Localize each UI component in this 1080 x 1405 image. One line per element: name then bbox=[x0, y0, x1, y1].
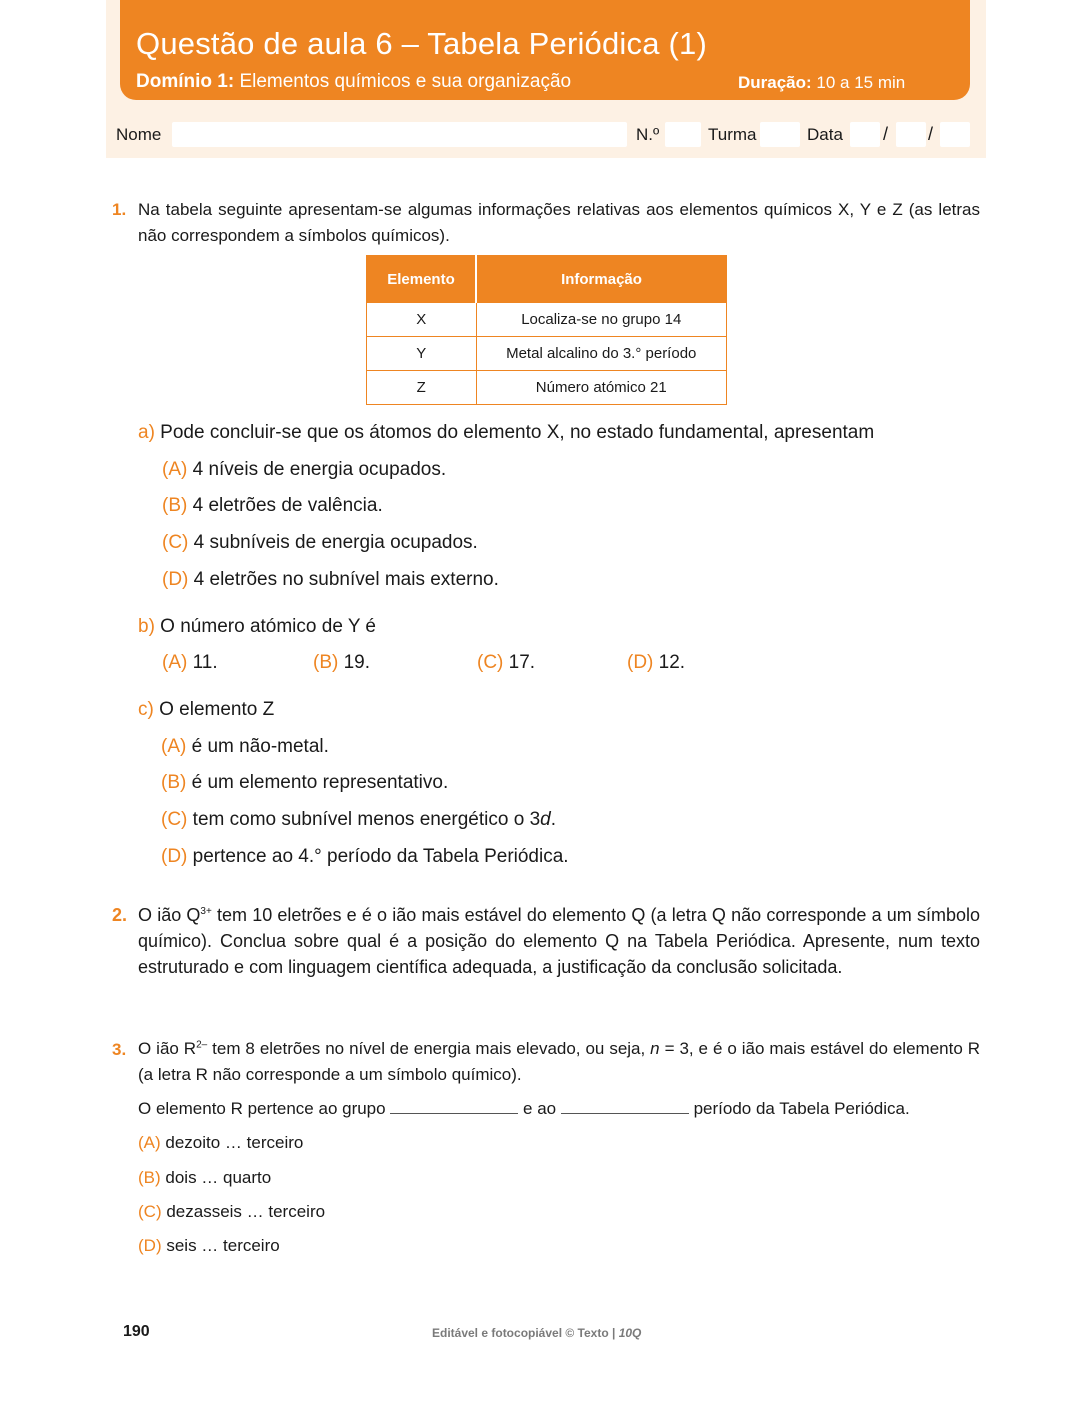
table-cell: Y bbox=[367, 337, 477, 371]
option-label: (C) bbox=[477, 652, 504, 673]
date-label: Data bbox=[807, 125, 843, 144]
blank-group[interactable] bbox=[390, 1099, 518, 1114]
domain-label: Domínio 1: bbox=[136, 71, 235, 92]
option-3-D[interactable] bbox=[138, 1236, 280, 1256]
fill-part1: O elemento R pertence ao grupo bbox=[138, 1099, 391, 1118]
duration bbox=[738, 73, 905, 93]
option-text: 4 subníveis de energia ocupados. bbox=[188, 532, 478, 553]
q3-text-before: O ião R bbox=[138, 1039, 197, 1058]
option-label: (A) bbox=[162, 652, 188, 673]
q2-superscript: 3+ bbox=[200, 906, 212, 917]
q2-text-before: O ião Q bbox=[138, 905, 201, 925]
name-field[interactable] bbox=[172, 122, 627, 147]
option-1b-B[interactable] bbox=[313, 652, 370, 674]
table-row bbox=[367, 337, 727, 371]
option-text: 4 eletrões no subnível mais externo. bbox=[188, 569, 499, 590]
class-label: Turma bbox=[708, 125, 757, 144]
date-separator: / bbox=[928, 124, 934, 144]
question-2-number: 2. bbox=[112, 905, 128, 925]
option-text: 12. bbox=[653, 652, 686, 673]
book-code: 10Q bbox=[618, 1326, 642, 1340]
option-label: (C) bbox=[138, 1202, 162, 1221]
option-text: é um elemento representativo. bbox=[186, 772, 449, 793]
option-1c-C[interactable] bbox=[161, 809, 556, 831]
question-1-number: 1. bbox=[112, 200, 127, 219]
option-label: (A) bbox=[138, 1133, 161, 1152]
question-3-number: 3. bbox=[112, 1040, 127, 1059]
option-text: tem como subnível menos energético o 3 bbox=[187, 809, 541, 830]
option-label: (A) bbox=[161, 736, 187, 757]
q3-text-after: = 3, e é o ião mais estável do elemento R (a letra R não corresponde a um símbolo químico). bbox=[138, 1039, 980, 1084]
option-after: . bbox=[550, 809, 556, 830]
option-1b-A[interactable] bbox=[162, 652, 218, 674]
question-1-text: Na tabela seguinte apresentam-se algumas informações relativas aos elementos químicos X, Y e Z (as letras não correspondem a símbolos químicos). bbox=[138, 200, 980, 245]
option-text: dois … quarto bbox=[160, 1168, 272, 1187]
option-italic: d bbox=[540, 809, 551, 830]
option-label: (D) bbox=[161, 846, 188, 867]
option-text: seis … terceiro bbox=[161, 1236, 280, 1255]
option-text: é um não-metal. bbox=[186, 736, 329, 757]
question-1c bbox=[138, 699, 274, 721]
fill-part3: período da Tabela Periódica. bbox=[688, 1099, 910, 1118]
option-1c-A[interactable] bbox=[161, 736, 329, 758]
option-text: dezasseis … terceiro bbox=[161, 1202, 326, 1221]
option-label: (B) bbox=[138, 1168, 161, 1187]
option-1b-D[interactable] bbox=[627, 652, 685, 674]
option-text: pertence ao 4.° período da Tabela Periódica. bbox=[187, 846, 569, 867]
table-cell: Z bbox=[367, 371, 477, 405]
option-label: (D) bbox=[138, 1236, 162, 1255]
option-1a-D[interactable] bbox=[162, 569, 499, 591]
q3-text-mid: tem 8 eletrões no nível de energia mais elevado, ou seja, bbox=[207, 1039, 651, 1058]
copyright-text: Editável e fotocopiável © Texto | bbox=[432, 1326, 619, 1340]
fill-part2: e ao bbox=[518, 1099, 561, 1118]
table-header: Informação bbox=[476, 256, 727, 303]
question-1b bbox=[138, 616, 376, 638]
date-year-field[interactable] bbox=[940, 122, 970, 147]
option-text: dezoito … terceiro bbox=[160, 1133, 304, 1152]
option-label: (A) bbox=[162, 459, 188, 480]
name-label: Nome bbox=[116, 125, 162, 144]
option-text: 19. bbox=[338, 652, 371, 673]
q3-superscript: 2– bbox=[196, 1039, 208, 1051]
sub-label: b) bbox=[138, 616, 155, 637]
question-2-text bbox=[138, 902, 980, 980]
class-field[interactable] bbox=[760, 122, 800, 147]
option-3-A[interactable] bbox=[138, 1133, 303, 1153]
option-1a-B[interactable] bbox=[162, 495, 383, 517]
table-cell: X bbox=[367, 303, 477, 337]
option-text: 11. bbox=[187, 652, 218, 673]
option-label: (D) bbox=[627, 652, 654, 673]
option-text: 4 eletrões de valência. bbox=[187, 495, 383, 516]
duration-text: 10 a 15 min bbox=[811, 73, 906, 92]
date-separator: / bbox=[883, 124, 889, 144]
date-day-field[interactable] bbox=[850, 122, 880, 147]
number-label: N.º bbox=[636, 125, 660, 144]
option-label: (C) bbox=[162, 532, 189, 553]
sub-text: Pode concluir-se que os átomos do elemento X, no estado fundamental, apresentam bbox=[154, 422, 875, 443]
page-number: 190 bbox=[123, 1323, 150, 1340]
q3-italic-n: n bbox=[650, 1039, 660, 1058]
blank-period[interactable] bbox=[561, 1099, 689, 1114]
option-1a-C[interactable] bbox=[162, 532, 478, 554]
elements-table bbox=[366, 255, 727, 405]
option-1c-B[interactable] bbox=[161, 772, 448, 794]
table-row bbox=[367, 303, 727, 337]
option-1a-A[interactable] bbox=[162, 459, 446, 481]
option-3-C[interactable] bbox=[138, 1202, 325, 1222]
option-label: (D) bbox=[162, 569, 189, 590]
option-1b-C[interactable] bbox=[477, 652, 535, 674]
domain-text: Elementos químicos e sua organização bbox=[234, 71, 572, 92]
question-3-text bbox=[138, 1036, 980, 1088]
table-cell: Metal alcalino do 3.° período bbox=[476, 337, 727, 371]
table-row bbox=[367, 371, 727, 405]
sub-text: O número atómico de Y é bbox=[154, 616, 376, 637]
number-field[interactable] bbox=[665, 122, 701, 147]
duration-label: Duração: bbox=[738, 73, 812, 92]
table-header-row bbox=[367, 256, 727, 303]
q3-fill-sentence bbox=[138, 1099, 910, 1119]
copyright-notice bbox=[432, 1326, 641, 1340]
option-label: (B) bbox=[162, 495, 188, 516]
option-1c-D[interactable] bbox=[161, 846, 569, 868]
option-text: 17. bbox=[503, 652, 536, 673]
option-label: (C) bbox=[161, 809, 188, 830]
table-cell: Número atómico 21 bbox=[476, 371, 727, 405]
table-header: Elemento bbox=[367, 256, 477, 303]
page-title: Questão de aula 6 – Tabela Periódica (1) bbox=[136, 26, 707, 61]
option-text: 4 níveis de energia ocupados. bbox=[187, 459, 447, 480]
option-label: (B) bbox=[161, 772, 187, 793]
table-cell: Localiza-se no grupo 14 bbox=[476, 303, 727, 337]
domain-subtitle bbox=[136, 71, 571, 93]
sub-label: a) bbox=[138, 422, 155, 443]
q2-text-after: tem 10 eletrões e é o ião mais estável do elemento Q (a letra Q não corresponde a um símbolo químico). Conclua sobre qual é a posição do elemento Q na Tabela Periódica. Apresente, num texto estruturado e com linguagem científica adequada, a justificação da conclusão solicitada. bbox=[138, 905, 980, 977]
sub-label: c) bbox=[138, 699, 154, 720]
option-label: (B) bbox=[313, 652, 339, 673]
sub-text: O elemento Z bbox=[153, 699, 275, 720]
question-1a bbox=[138, 422, 874, 444]
date-month-field[interactable] bbox=[896, 122, 926, 147]
option-3-B[interactable] bbox=[138, 1168, 271, 1188]
